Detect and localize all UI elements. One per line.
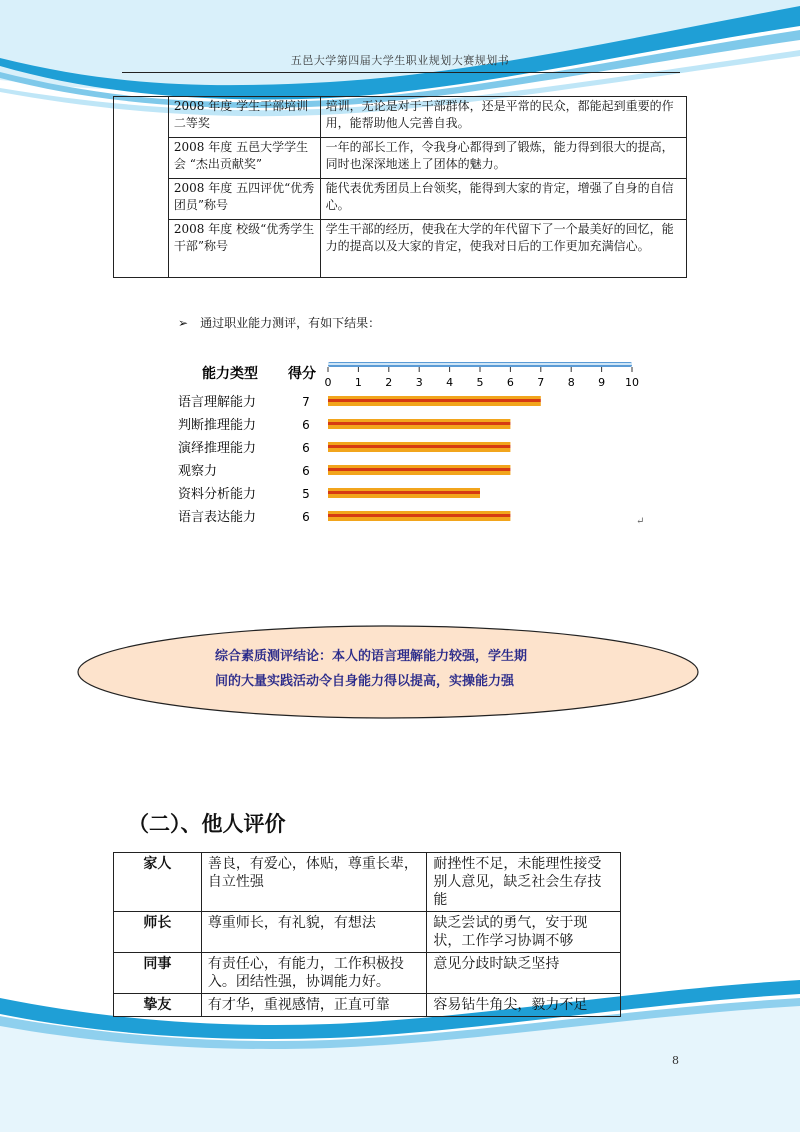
bar-top <box>328 419 510 422</box>
table-row <box>114 912 621 953</box>
category-label: 资料分析能力 <box>178 487 257 502</box>
bar <box>328 399 541 402</box>
ability-score-chart <box>170 352 645 528</box>
chart-header-score: 得分 <box>288 366 316 382</box>
award-name: 2008 年度 校级“优秀学生干部”称号 <box>168 220 320 278</box>
category-label: 语言理解能力 <box>178 395 257 410</box>
bar <box>328 468 510 471</box>
bullet-arrow-icon: ➢ <box>178 316 189 330</box>
score-label: 6 <box>302 418 310 432</box>
category-label: 演绎推理能力 <box>178 441 257 456</box>
award-name: 2008 年度 五邑大学学生会 “杰出贡献奖” <box>168 138 320 179</box>
x-tick-label: 3 <box>415 376 423 389</box>
bar-top <box>328 396 541 399</box>
weaknesses-cell: 容易钻牛角尖，毅力不足 <box>427 994 621 1017</box>
others-evaluation-table <box>113 852 621 1017</box>
award-description: 学生干部的经历，使我在大学的年代留下了一个最美好的回忆，能力的提高以及大家的肯定，使我对日后的工作更加充满信心。 <box>320 220 686 278</box>
table-row <box>114 994 621 1017</box>
score-label: 5 <box>302 487 310 501</box>
bar <box>328 422 510 425</box>
intro-text: 通过职业能力测评，有如下结果： <box>200 316 381 330</box>
weaknesses-cell: 缺乏尝试的勇气，安于现状，工作学习协调不够 <box>427 912 621 953</box>
x-tick-label: 8 <box>567 376 575 389</box>
bar-bottom <box>328 425 510 429</box>
bar-bottom <box>328 402 541 406</box>
category-label: 观察力 <box>178 464 218 479</box>
table-row <box>114 220 687 278</box>
evaluator-role: 同事 <box>114 953 202 994</box>
table-row <box>114 97 687 138</box>
bar-bottom <box>328 517 510 521</box>
strengths-cell: 善良，有爱心，体贴，尊重长辈，自立性强 <box>201 853 427 912</box>
score-label: 6 <box>302 441 310 455</box>
x-tick-label: 1 <box>354 376 362 389</box>
table-row <box>114 953 621 994</box>
bar <box>328 514 510 517</box>
category-label: 判断推理能力 <box>178 418 257 433</box>
chart-header-category: 能力类型 <box>202 366 258 382</box>
conclusion-text: 综合素质测评结论：本人的语言理解能力较强，学生期间的大量实践活动令自身能力得以提高，实操能力强 <box>215 649 528 689</box>
bar-bottom <box>328 448 510 452</box>
strengths-cell: 有才华，重视感情，正直可靠 <box>201 994 427 1017</box>
evaluator-role: 挚友 <box>114 994 202 1017</box>
strengths-cell: 尊重师长，有礼貌，有想法 <box>201 912 427 953</box>
strengths-cell: 有责任心，有能力，工作积极投入。团结性强，协调能力好。 <box>201 953 427 994</box>
section-title: （二）、他人评价 <box>128 812 286 836</box>
table-row <box>114 853 621 912</box>
x-tick-label: 7 <box>537 376 545 389</box>
x-tick-label: 2 <box>385 376 393 389</box>
bar-top <box>328 511 510 514</box>
x-tick-label: 0 <box>324 376 332 389</box>
awards-table <box>113 96 687 278</box>
x-tick-label: 10 <box>625 376 639 389</box>
category-label: 语言表达能力 <box>178 510 257 525</box>
bar <box>328 491 480 494</box>
weaknesses-cell: 意见分歧时缺乏坚持 <box>427 953 621 994</box>
return-mark: ↵ <box>636 516 645 527</box>
x-tick-label: 6 <box>506 376 514 389</box>
x-tick-label: 4 <box>446 376 454 389</box>
x-axis-highlight <box>328 363 632 365</box>
award-name: 2008 年度 学生干部培训 二等奖 <box>168 97 320 138</box>
award-name: 2008 年度 五四评优“优秀团员”称号 <box>168 179 320 220</box>
score-label: 7 <box>302 395 310 409</box>
bar-bottom <box>328 494 480 498</box>
award-description: 培训，无论是对于干部群体，还是平常的民众，都能起到重要的作用，能帮助他人完善自我。 <box>320 97 686 138</box>
bar-top <box>328 488 480 491</box>
x-tick-label: 9 <box>598 376 606 389</box>
bar-bottom <box>328 471 510 475</box>
intro-line <box>178 314 380 331</box>
award-description: 能代表优秀团员上台领奖，能得到大家的肯定，增强了自身的自信心。 <box>320 179 686 220</box>
merged-cell <box>114 97 169 278</box>
bar-top <box>328 442 510 445</box>
score-label: 6 <box>302 464 310 478</box>
header-divider <box>122 72 680 73</box>
evaluator-role: 师长 <box>114 912 202 953</box>
table-row <box>114 138 687 179</box>
bar <box>328 445 510 448</box>
evaluator-role: 家人 <box>114 853 202 912</box>
table-row <box>114 179 687 220</box>
page-header-title: 五邑大学第四届大学生职业规划大赛规划书 <box>290 54 510 67</box>
x-tick-label: 5 <box>476 376 484 389</box>
award-description: 一年的部长工作，令我身心都得到了锻炼，能力得到很大的提高，同时也深深地迷上了团体的魅力。 <box>320 138 686 179</box>
page-number: 8 <box>672 1054 679 1067</box>
weaknesses-cell: 耐挫性不足，未能理性接受别人意见，缺乏社会生存技能 <box>427 853 621 912</box>
score-label: 6 <box>302 510 310 524</box>
bar-top <box>328 465 510 468</box>
